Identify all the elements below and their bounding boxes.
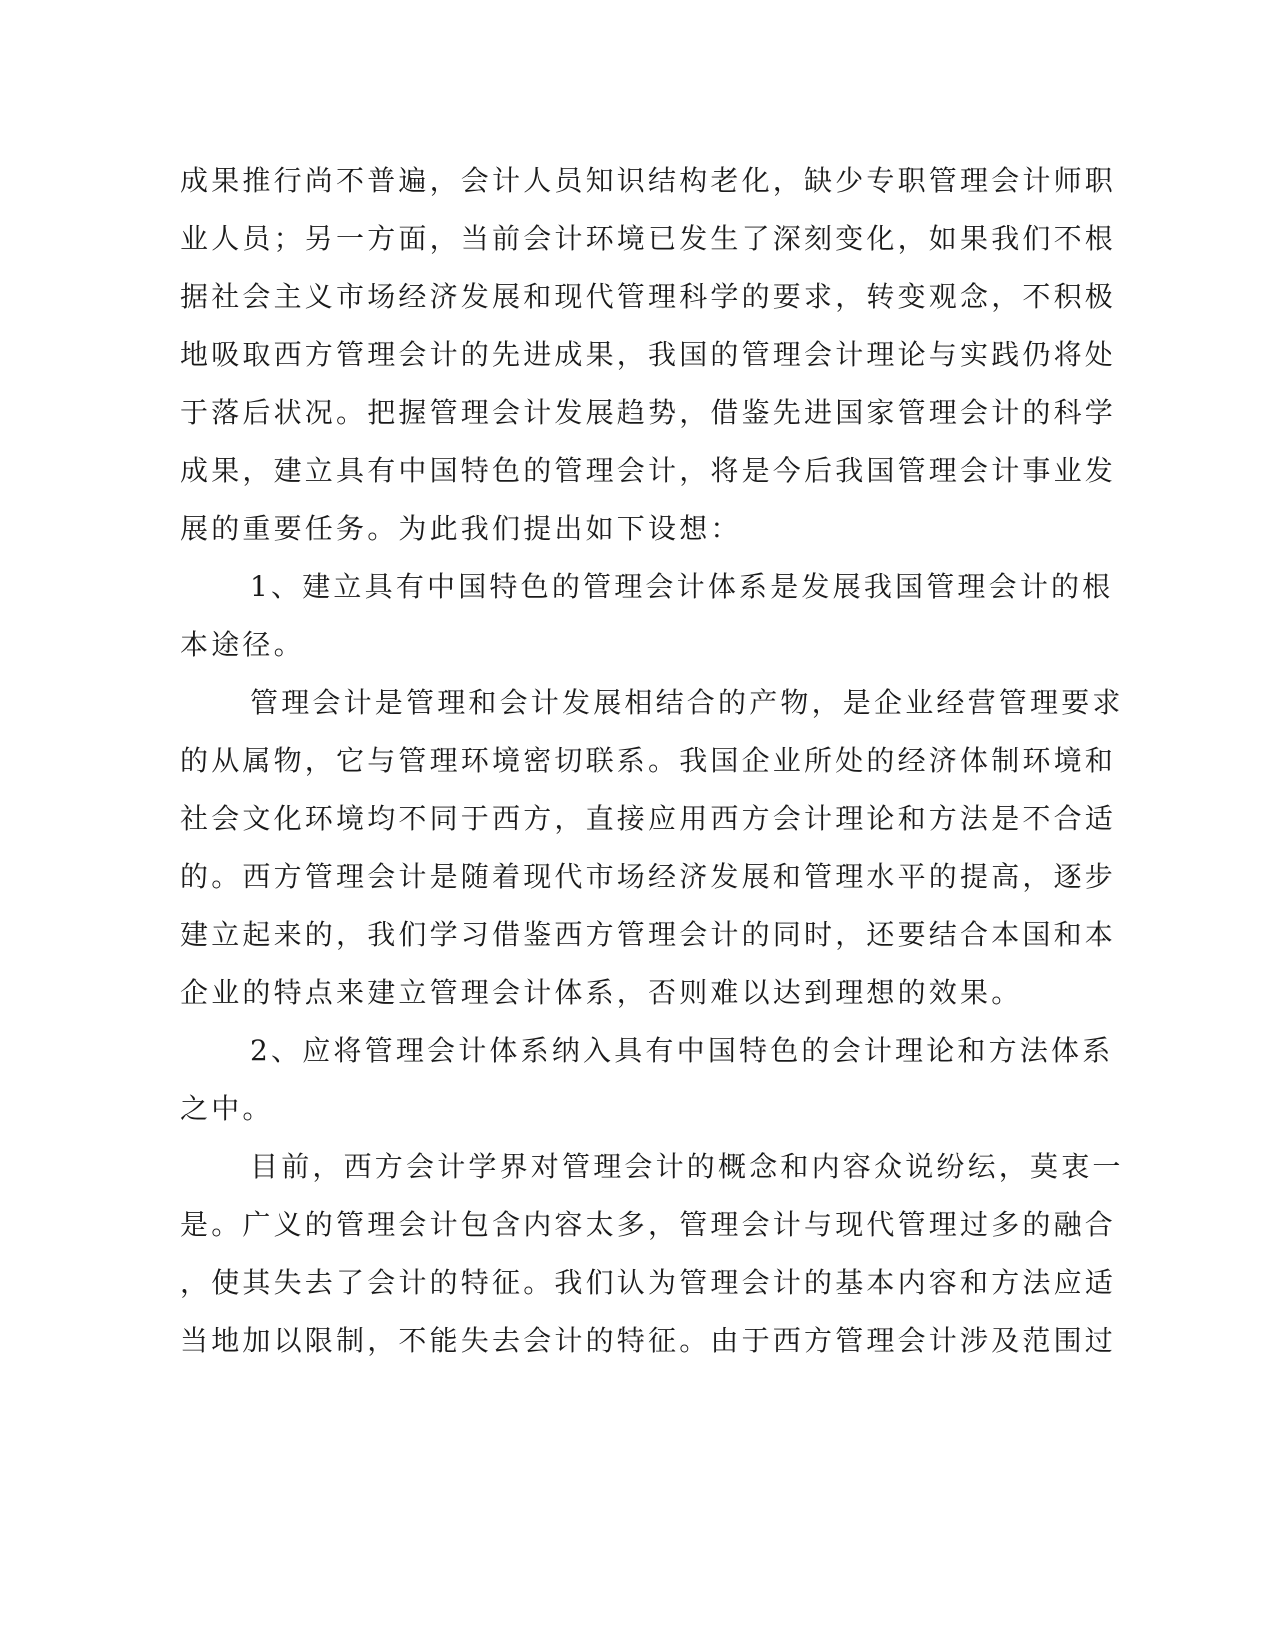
text-line: 当地加以限制，不能失去会计的特征。由于西方管理会计涉及范围过 bbox=[180, 1324, 1117, 1357]
text-line: 据社会主义市场经济发展和现代管理科学的要求，转变观念，不积极 bbox=[180, 280, 1117, 313]
text-line: 业人员；另一方面，当前会计环境已发生了深刻变化，如果我们不根 bbox=[180, 222, 1117, 255]
list-item-heading: 2、应将管理会计体系纳入具有中国特色的会计理论和方法体系 bbox=[250, 1034, 1114, 1067]
text-line: 地吸取西方管理会计的先进成果，我国的管理会计理论与实践仍将处 bbox=[180, 338, 1117, 371]
text-line: 展的重要任务。为此我们提出如下设想： bbox=[180, 512, 742, 545]
text-line: ，使其失去了会计的特征。我们认为管理会计的基本内容和方法应适 bbox=[180, 1266, 1117, 1299]
text-line: 成果，建立具有中国特色的管理会计，将是今后我国管理会计事业发 bbox=[180, 454, 1117, 487]
text-line: 社会文化环境均不同于西方，直接应用西方会计理论和方法是不合适 bbox=[180, 802, 1117, 835]
text-line: 之中。 bbox=[180, 1092, 274, 1125]
list-item-heading: 1、建立具有中国特色的管理会计体系是发展我国管理会计的根 bbox=[250, 570, 1114, 603]
paragraph-start: 目前，西方会计学界对管理会计的概念和内容众说纷纭，莫衷一 bbox=[250, 1150, 1124, 1183]
text-line: 是。广义的管理会计包含内容太多，管理会计与现代管理过多的融合 bbox=[180, 1208, 1117, 1241]
paragraph-start: 管理会计是管理和会计发展相结合的产物，是企业经营管理要求 bbox=[250, 686, 1124, 719]
text-line: 企业的特点来建立管理会计体系，否则难以达到理想的效果。 bbox=[180, 976, 1023, 1009]
text-line: 建立起来的，我们学习借鉴西方管理会计的同时，还要结合本国和本 bbox=[180, 918, 1117, 951]
text-line: 于落后状况。把握管理会计发展趋势，借鉴先进国家管理会计的科学 bbox=[180, 396, 1117, 429]
text-line: 成果推行尚不普遍，会计人员知识结构老化，缺少专职管理会计师职 bbox=[180, 164, 1117, 197]
text-line: 的。西方管理会计是随着现代市场经济发展和管理水平的提高，逐步 bbox=[180, 860, 1117, 893]
text-line: 的从属物，它与管理环境密切联系。我国企业所处的经济体制环境和 bbox=[180, 744, 1117, 777]
text-line: 本途径。 bbox=[180, 628, 305, 661]
